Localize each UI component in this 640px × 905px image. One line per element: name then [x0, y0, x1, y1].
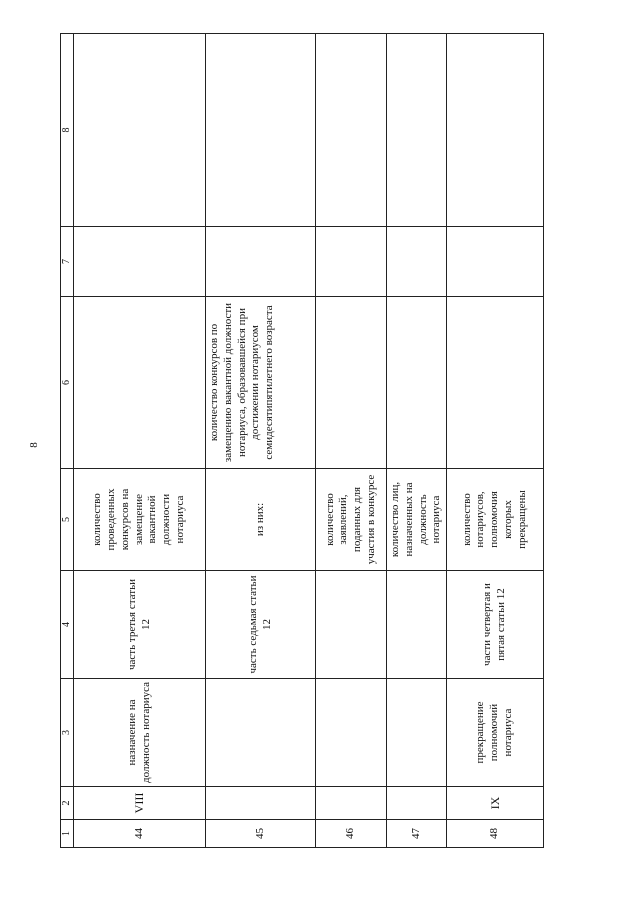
column-header-7: 7 — [61, 227, 74, 297]
column-header-5: 5 — [61, 469, 74, 571]
column-header-6: 6 — [61, 297, 74, 469]
row-number: 48 — [447, 820, 544, 848]
column-7-cell — [387, 227, 447, 297]
section-number — [316, 787, 387, 820]
section-name: назначение на должность нотариуса — [74, 679, 206, 787]
column-8-cell — [206, 34, 316, 227]
statistics-table — [60, 33, 544, 848]
column-header-row — [61, 34, 74, 848]
column-8-cell — [447, 34, 544, 227]
row-number: 45 — [206, 820, 316, 848]
indicator: количество лиц, назначенных на должность нотариуса — [387, 469, 447, 571]
indicator-detail — [447, 297, 544, 469]
section-number — [206, 787, 316, 820]
column-header-3: 3 — [61, 679, 74, 787]
section-number: VIII — [74, 787, 206, 820]
legal-basis: часть седьмая статьи 12 — [206, 571, 316, 679]
indicator-detail: количество конкурсов по замещению вакантной должности нотариуса, образовавшейся при достижении нотариусом семидесятипятилетнего возраста — [206, 297, 316, 469]
legal-basis — [387, 571, 447, 679]
column-8-cell — [387, 34, 447, 227]
column-8-cell — [316, 34, 387, 227]
column-7-cell — [316, 227, 387, 297]
column-8-cell — [74, 34, 206, 227]
table-row-44 — [74, 34, 206, 848]
column-header-1: 1 — [61, 820, 74, 848]
column-header-2: 2 — [61, 787, 74, 820]
column-7-cell — [447, 227, 544, 297]
legal-basis — [316, 571, 387, 679]
section-name — [387, 679, 447, 787]
column-7-cell — [206, 227, 316, 297]
section-number: IX — [447, 787, 544, 820]
indicator-detail — [316, 297, 387, 469]
indicator-detail — [74, 297, 206, 469]
legal-basis: части четвертая и пятая статьи 12 — [447, 571, 544, 679]
indicator: количество заявлений, поданных для участия в конкурсе — [316, 469, 387, 571]
indicator: количество проведенных конкурсов на замещение вакантной должности нотариуса — [74, 469, 206, 571]
section-number — [387, 787, 447, 820]
row-number: 47 — [387, 820, 447, 848]
table-row-46 — [316, 34, 387, 848]
section-name: прекращение полномочий нотариуса — [447, 679, 544, 787]
row-number: 44 — [74, 820, 206, 848]
table-row-45 — [206, 34, 316, 848]
legal-basis: часть третья статьи 12 — [74, 571, 206, 679]
indicator: из них: — [206, 469, 316, 571]
indicator: количество нотариусов, полномочия которых прекращены — [447, 469, 544, 571]
column-header-8: 8 — [61, 34, 74, 227]
column-header-4: 4 — [61, 571, 74, 679]
table-row-47 — [387, 34, 447, 848]
section-name — [206, 679, 316, 787]
table-row-48 — [447, 34, 544, 848]
page-number: 8 — [28, 442, 40, 448]
row-number: 46 — [316, 820, 387, 848]
column-7-cell — [74, 227, 206, 297]
indicator-detail — [387, 297, 447, 469]
section-name — [316, 679, 387, 787]
